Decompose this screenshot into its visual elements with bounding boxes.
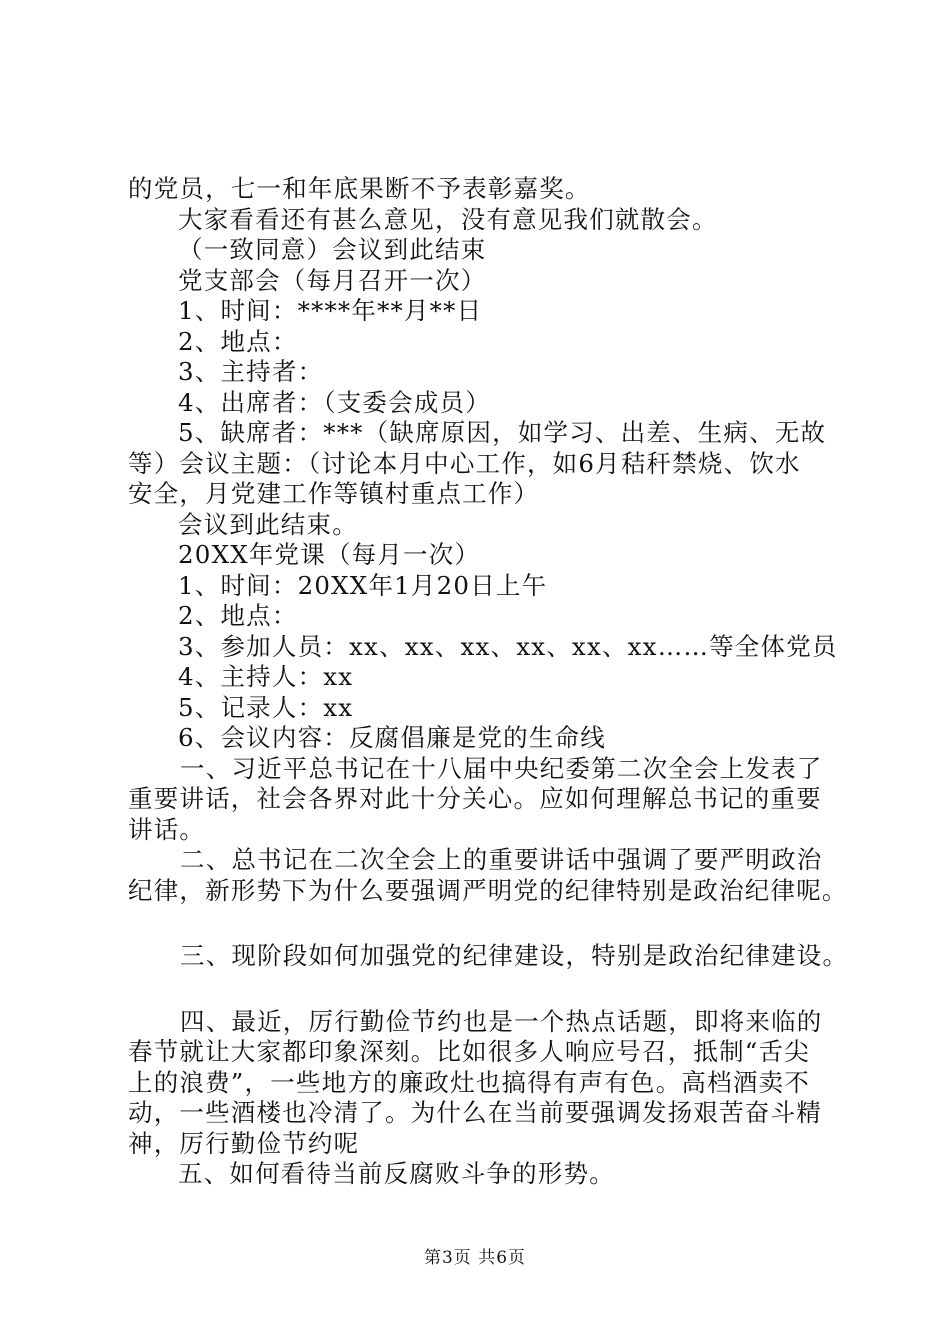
text-line: 1、时间：****年**月**日 [178,296,483,325]
section-heading: 党支部会（每月召开一次） [178,265,487,295]
text-line: 6、会议内容：反腐倡廉是党的生命线 [178,723,606,752]
text-line: 3、参加人员：xx、xx、xx、xx、xx、xx……等全体党员 [178,631,838,661]
section-heading: 20XX年党课（每月一次） [178,540,481,569]
text-line: 春节就让大家都印象深刻。比如很多人响应号召，抵制“舌尖 [128,1037,810,1066]
text-line: 5、缺席者：***（缺席原因，如学习、出差、生病、无故 [178,418,827,447]
text-line: 讲话。 [128,814,206,844]
text-line: 4、出席者：（支委会成员） [178,387,491,417]
text-line: 2、地点： [178,601,298,630]
text-line: 1、时间：20XX年1月20日上午 [178,570,548,600]
text-line: 3、主持者： [178,357,324,386]
text-line: 纪律，新形势下为什么要强调严明党的纪律特别是政治纪律呢。 [128,875,848,905]
page-number-footer: 第3页 共6页 [423,1248,527,1268]
text-line: 4、主持人：xx [178,662,354,691]
text-line: 安全，月党建工作等镇村重点工作） [128,479,540,508]
text-line: 一、习近平总书记在十八届中央纪委第二次全会上发表了 [180,753,823,783]
text-line: 四、最近，厉行勤俭节约也是一个热点话题，即将来临的 [180,1006,823,1036]
text-line: 2、地点： [178,326,298,356]
text-line: 神，厉行勤俭节约呢 [128,1128,360,1158]
text-line: 二、总书记在二次全会上的重要讲话中强调了要严明政治 [180,845,823,874]
paragraph-gap [128,972,848,1007]
document-body [128,174,848,1190]
text-line: 三、现阶段如何加强党的纪律建设，特别是政治纪律建设。 [180,941,849,970]
text-line: 重要讲话，社会各界对此十分关心。应如何理解总书记的重要 [128,784,822,813]
text-line: 五、如何看待当前反腐败斗争的形势。 [178,1159,615,1188]
text-line: 等）会议主题：（讨论本月中心工作，如6月秸秆禁烧、饮水 [128,448,801,478]
text-line: 动，一些酒楼也冷清了。为什么在当前要强调发扬艰苦奋斗精 [128,1098,822,1127]
text-line: 的党员，七一和年底果断不予表彰嘉奖。 [128,174,591,203]
text-line: （一致同意）会议到此结束 [178,235,487,264]
text-line: 大家看看还有甚么意见，没有意见我们就散会。 [178,204,718,234]
text-line: 5、记录人：xx [178,692,354,722]
text-line: 会议到此结束。 [178,509,358,539]
paragraph-gap [128,906,848,941]
text-line: 上的浪费”，一些地方的廉政灶也搞得有声有色。高档酒卖不 [128,1067,810,1097]
